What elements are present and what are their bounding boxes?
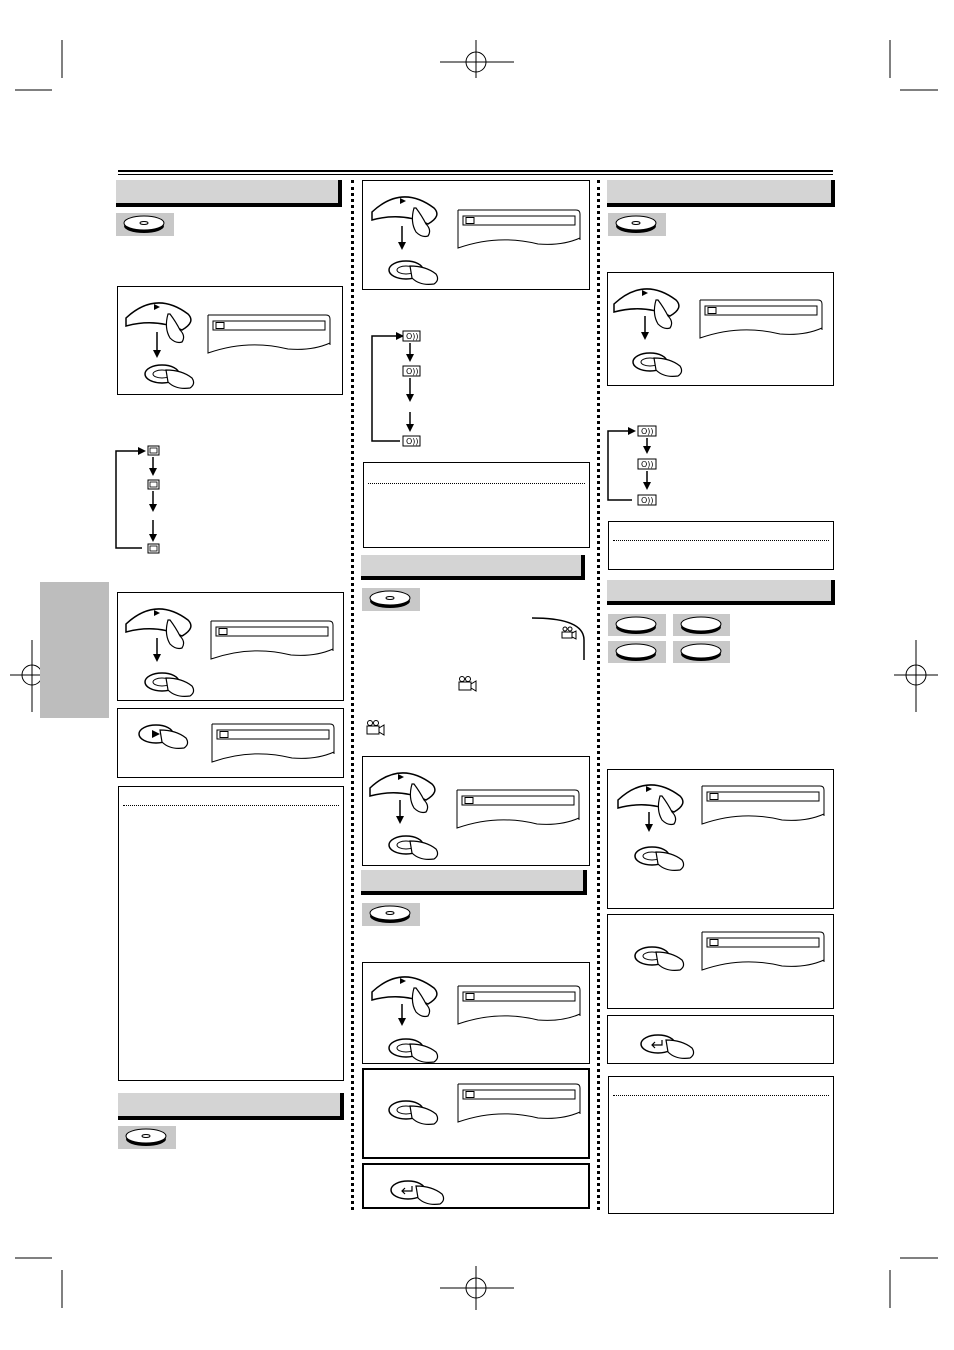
svg-text:O)): O)) [641, 427, 654, 436]
svg-text:O)): O)) [641, 496, 654, 505]
svg-text:O)): O)) [641, 460, 654, 469]
svg-text:O)): O)) [406, 437, 419, 446]
svg-text:O)): O)) [406, 332, 419, 341]
svg-text:O)): O)) [406, 367, 419, 376]
camera-angle-icon [367, 627, 576, 735]
audio-speaker-icon [638, 426, 656, 505]
